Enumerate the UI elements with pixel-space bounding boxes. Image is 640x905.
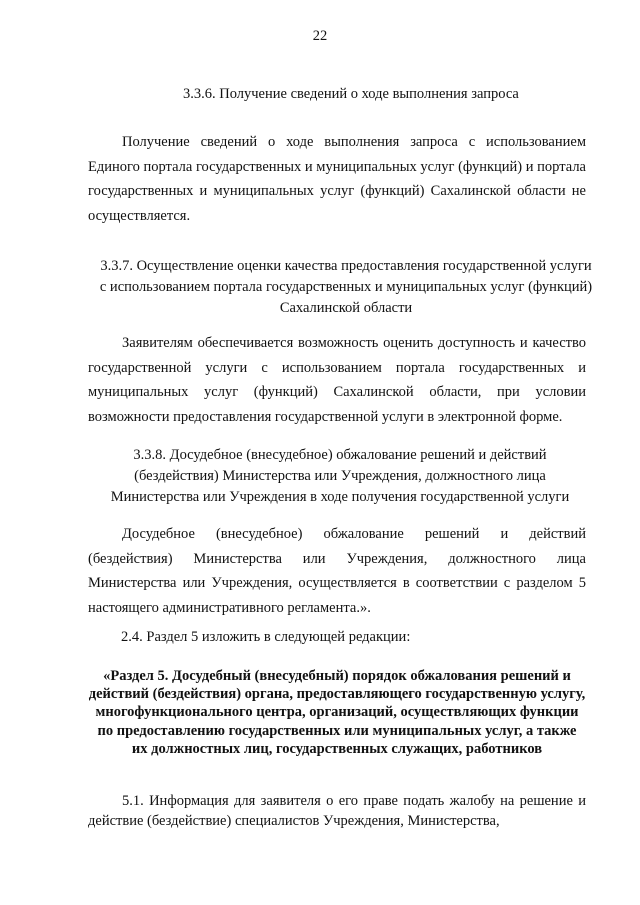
- page-number: 22: [312, 28, 328, 44]
- heading-3-3-6: 3.3.6. Получение сведений о ходе выполнения запроса: [183, 86, 519, 102]
- paragraph-5-1: 5.1. Информация для заявителя о его праве подать жалобу на решение и действие (бездействие) специалистов Учреждения, Министерства,: [88, 793, 586, 829]
- heading-3-3-7: 3.3.7. Осуществление оценки качества предоставления государственной услуги с использованием портала государственных и муниципальных услуг (функций) Сахалинской области: [99, 258, 593, 316]
- section-5-heading: «Раздел 5. Досудебный (внесудебный) порядок обжалования решений и действий (бездействия) органа, предоставляющего государственную услугу, многофункционального центра, организаций, осуществляющих функции по предоставлению государственных или муниципальных услуг, а также их должностных лиц, государственных служащих, работников: [88, 668, 586, 757]
- paragraph-2-4: 2.4. Раздел 5 изложить в следующей редакции:: [121, 629, 411, 645]
- paragraph-3-3-8: Досудебное (внесудебное) обжалование решений и действий (бездействия) Министерства или Учреждения, должностного лица Министерства или Учреждения, осуществляется в соответствии с разделом 5 настоящего административного регламента.».: [88, 526, 586, 616]
- paragraph-3-3-7: Заявителям обеспечивается возможность оценить доступность и качество государственной услуги с использованием портала государственных и муниципальных услуг (функций) Сахалинской области, при условии возможности предоставления государственной услуги в электронной форме.: [88, 335, 586, 425]
- heading-3-3-8: 3.3.8. Досудебное (внесудебное) обжалование решений и действий (бездействия) Министерства или Учреждения, должностного лица Министерства или Учреждения в ходе получения государственной услуги: [110, 447, 570, 505]
- paragraph-3-3-6: Получение сведений о ходе выполнения запроса с использованием Единого портала государственных и муниципальных услуг (функций) и портала государственных и муниципальных услуг (функций) Сахалинской области не осуществляется.: [88, 134, 586, 224]
